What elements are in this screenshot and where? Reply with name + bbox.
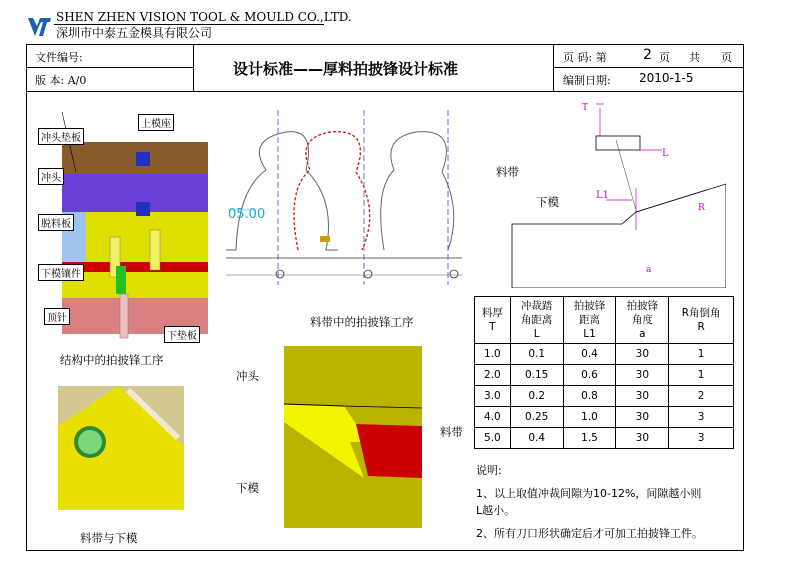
date-label: 编制日期: [563, 74, 611, 87]
label-section-die: 下模 [536, 195, 559, 209]
company-name-cn: 深圳市中泰五金模具有限公司 [56, 26, 213, 40]
table-cell: 1.0 [563, 407, 616, 428]
table-cell: 1.5 [563, 428, 616, 449]
note-item-2: 2、所有刀口形状确定后才可加工拍披锋工件。 [476, 527, 703, 540]
table-row [475, 344, 734, 365]
table-cell: 2.0 [475, 365, 511, 386]
dim-t: T [582, 103, 589, 113]
section-drawing [486, 100, 726, 288]
page-unit: 页 [659, 51, 670, 64]
table-cell: 1.0 [475, 344, 511, 365]
table-row [475, 428, 734, 449]
caption-closeup: 料带与下模 [80, 531, 138, 545]
file-no-label: 文件编号: [35, 51, 83, 64]
table-cell: 1 [669, 365, 734, 386]
table-row [475, 386, 734, 407]
table-cell: 0.6 [563, 365, 616, 386]
page-number: 2 [643, 47, 652, 63]
header-divider-2 [553, 45, 554, 91]
spec-table [474, 296, 734, 449]
table-cell: 30 [616, 407, 669, 428]
table-cell: 2 [669, 386, 734, 407]
table-cell: 0.25 [510, 407, 563, 428]
strip-dim-text: 05.00 [228, 207, 266, 222]
table-cell: 3.0 [475, 386, 511, 407]
caption-strip: 料带中的拍披锋工序 [310, 315, 414, 329]
dim-r: R [698, 203, 705, 213]
col-header-t: 料厚 T [475, 297, 511, 344]
label-detail-strip: 料带 [440, 425, 463, 439]
table-cell: 1 [669, 344, 734, 365]
closeup-image [58, 386, 184, 510]
note-item-1: 1、以上取值冲裁间隙为10-12%，间隙越小则 [476, 487, 702, 500]
header-row-divider-right [553, 67, 743, 68]
label-punch: 冲头 [38, 168, 64, 185]
table-cell: 0.2 [510, 386, 563, 407]
table-cell: 0.8 [563, 386, 616, 407]
document-header [26, 44, 744, 92]
table-cell: 4.0 [475, 407, 511, 428]
caption-structure: 结构中的拍披锋工序 [60, 353, 164, 367]
col-header-a: 拍披锋 角度 a [616, 297, 669, 344]
label-die-insert: 下模镶件 [38, 264, 84, 281]
label-lower-pad: 下垫板 [164, 326, 200, 343]
notes-block [476, 462, 738, 542]
table-row [475, 407, 734, 428]
table-cell: 3 [669, 428, 734, 449]
label-upper-base: 上模座 [138, 114, 174, 131]
header-divider-1 [193, 45, 194, 91]
note-item-1-cont: L越小。 [476, 504, 516, 517]
table-cell: 30 [616, 365, 669, 386]
detail-image [284, 346, 422, 528]
page-title: 设计标准——厚料拍披锋设计标准 [233, 60, 459, 78]
table-cell: 30 [616, 428, 669, 449]
company-name-en: SHEN ZHEN VISION TOOL & MOULD CO.,LTD. [56, 10, 352, 24]
label-detail-die: 下模 [236, 481, 259, 495]
col-header-r: R角倒角 R [669, 297, 734, 344]
strip-layout-drawing [226, 110, 462, 290]
version-label: 版 本: A/0 [35, 74, 87, 87]
table-cell: 5.0 [475, 428, 511, 449]
table-cell: 30 [616, 386, 669, 407]
label-punch-pad: 冲头垫板 [38, 128, 84, 145]
notes-title: 说明: [476, 464, 502, 477]
label-stripper: 脱料板 [38, 214, 74, 231]
company-logo-icon [26, 14, 52, 40]
col-header-l1: 拍披锋 距离 L1 [563, 297, 616, 344]
col-header-l: 冲裁踏 角距离 L [510, 297, 563, 344]
table-cell: 0.4 [563, 344, 616, 365]
table-cell: 0.15 [510, 365, 563, 386]
total-unit: 页 [721, 51, 732, 64]
table-cell: 3 [669, 407, 734, 428]
date-value: 2010-1-5 [639, 71, 694, 85]
label-section-strip: 料带 [496, 165, 519, 179]
header-row-divider-left [27, 67, 193, 68]
table-cell: 0.1 [510, 344, 563, 365]
dim-a: a [646, 265, 652, 275]
label-ejector: 顶针 [44, 308, 70, 325]
dim-l: L [662, 148, 669, 159]
table-row [475, 365, 734, 386]
dim-l1: L1 [596, 190, 610, 201]
table-cell: 30 [616, 344, 669, 365]
page-label: 页 码: 第 [563, 51, 607, 64]
label-detail-punch: 冲头 [236, 369, 259, 383]
table-cell: 0.4 [510, 428, 563, 449]
total-label: 共 [689, 51, 700, 64]
